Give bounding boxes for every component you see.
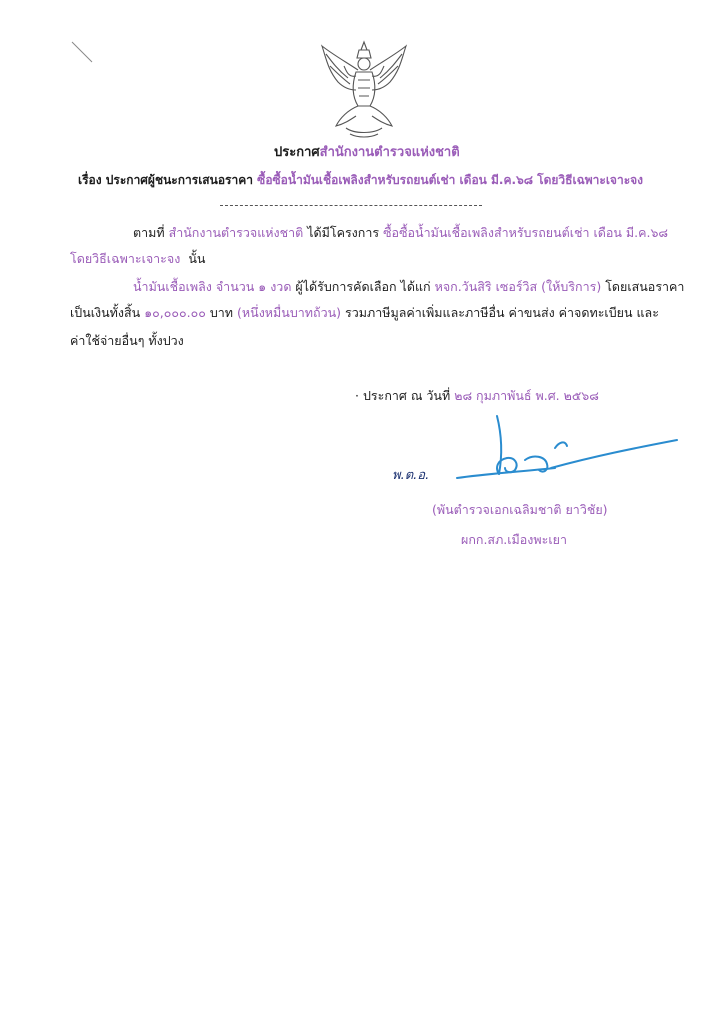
p1-agency: สำนักงานตำรวจแห่งชาติ	[168, 225, 304, 240]
paragraph-1-line-2	[70, 251, 205, 267]
p2-mid: ผู้ได้รับการคัดเลือก ได้แก่	[295, 279, 431, 294]
date-value: ๒๘ กุมภาพันธ์ พ.ศ. ๒๕๖๘	[454, 388, 599, 403]
p1-end: นั้น	[188, 251, 206, 266]
paragraph-2-line-1	[133, 279, 684, 295]
p1-mid: ได้มีโครงการ	[307, 225, 380, 240]
scratch-mark	[70, 40, 94, 64]
garuda-emblem-icon	[318, 40, 410, 140]
p2-end: โดยเสนอราคา	[605, 279, 685, 294]
paragraph-2-line-2	[70, 305, 659, 321]
signer-rank-prefix: พ.ต.อ.	[392, 468, 430, 483]
announce-heading	[274, 145, 460, 161]
subject-label: เรื่อง ประกาศผู้ชนะการเสนอราคา	[78, 173, 253, 187]
announce-label: ประกาศ	[274, 145, 320, 160]
p1-project: ซื้อซื้อน้ำมันเชื้อเพลิงสำหรับรถยนต์เช่า เดือน มี.ค.๖๘	[383, 225, 669, 240]
signer-title: ผกก.สภ.เมืองพะเยา	[461, 532, 567, 547]
divider-dashed	[220, 205, 482, 206]
p3-amount: ๑๐,๐๐๐.๐๐	[144, 305, 206, 320]
p4-text: ค่าใช้จ่ายอื่นๆ ทั้งปวง	[70, 333, 184, 348]
p3-baht: บาท	[209, 305, 234, 320]
p2-vendor: หจก.วันสิริ เซอร์วิส (ให้บริการ)	[434, 279, 602, 294]
p2-item: น้ำมันเชื้อเพลิง จำนวน ๑ งวด	[133, 279, 292, 294]
p1-method: โดยวิธีเฉพาะเจาะจง	[70, 251, 181, 266]
paragraph-2-line-3	[70, 333, 184, 349]
agency-name: สำนักงานตำรวจแห่งชาติ	[319, 145, 460, 160]
p3-words: (หนึ่งหมื่นบาทถ้วน)	[237, 305, 342, 320]
subject-text: ซื้อซื้อน้ำมันเชื้อเพลิงสำหรับรถยนต์เช่า เดือน มี.ค.๖๘ โดยวิธีเฉพาะเจาะจง	[257, 173, 644, 187]
date-lead: ประกาศ ณ วันที่	[362, 388, 451, 403]
p1-lead: ตามที่	[133, 225, 165, 240]
announce-date-line: · ประกาศ ณ วันที่ ๒๘ กุมภาพันธ์ พ.ศ. ๒๕๖๘	[355, 388, 599, 403]
p3-end: รวมภาษีมูลค่าเพิ่มและภาษีอื่น ค่าขนส่ง ค่าจดทะเบียน และ	[345, 305, 659, 320]
signature-icon	[455, 412, 685, 492]
paragraph-1-line-1	[133, 225, 668, 241]
signer-name: (พันตำรวจเอกเฉลิมชาติ ยาวิชัย)	[432, 502, 608, 517]
subject-line	[78, 172, 643, 188]
p3-lead: เป็นเงินทั้งสิ้น	[70, 305, 141, 320]
